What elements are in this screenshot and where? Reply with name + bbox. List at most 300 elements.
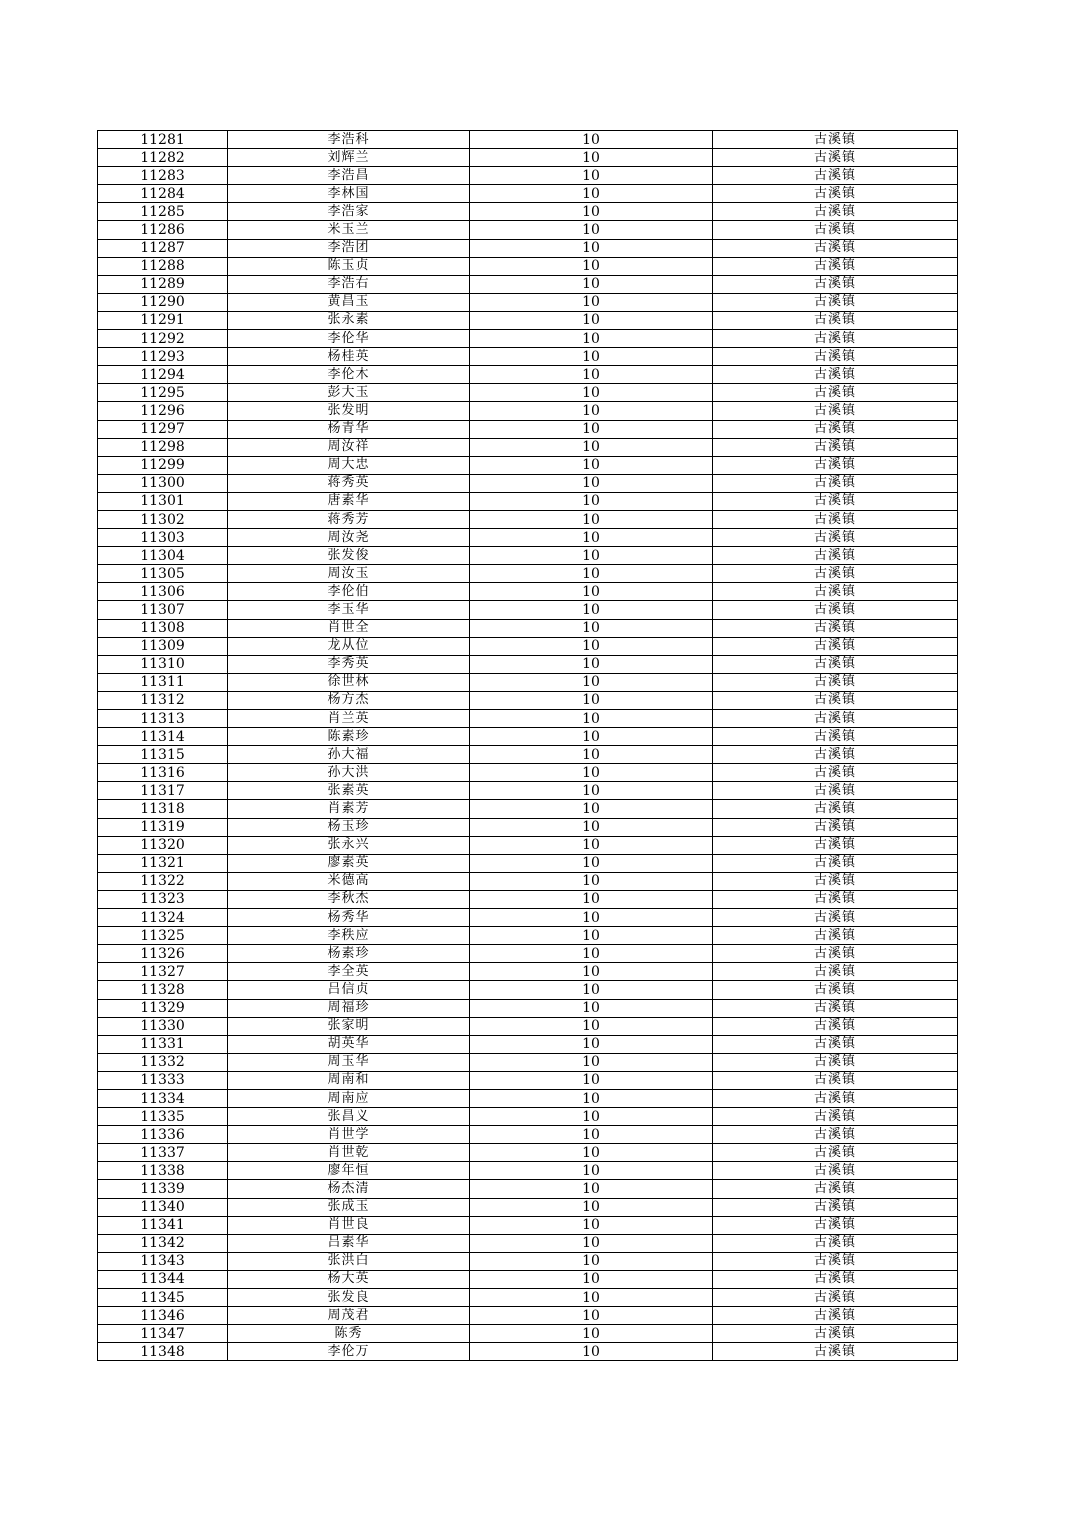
amount-cell: 10 xyxy=(470,1343,713,1361)
row-id-cell: 11283 xyxy=(98,167,228,185)
amount-cell: 10 xyxy=(470,438,713,456)
amount-cell: 10 xyxy=(470,1108,713,1126)
row-id-cell: 11337 xyxy=(98,1144,228,1162)
table-row xyxy=(98,836,958,854)
town-cell: 古溪镇 xyxy=(713,945,958,963)
table-row xyxy=(98,438,958,456)
person-name-cell: 杨玉珍 xyxy=(228,818,470,836)
table-row xyxy=(98,1162,958,1180)
row-id-cell: 11297 xyxy=(98,420,228,438)
row-id-cell: 11284 xyxy=(98,185,228,203)
table-row xyxy=(98,1325,958,1343)
row-id-cell: 11312 xyxy=(98,691,228,709)
town-cell: 古溪镇 xyxy=(713,619,958,637)
person-name-cell: 张家明 xyxy=(228,1017,470,1035)
amount-cell: 10 xyxy=(470,1017,713,1035)
table-row xyxy=(98,728,958,746)
row-id-cell: 11324 xyxy=(98,909,228,927)
amount-cell: 10 xyxy=(470,710,713,728)
town-cell: 古溪镇 xyxy=(713,1053,958,1071)
row-id-cell: 11304 xyxy=(98,547,228,565)
table-row xyxy=(98,167,958,185)
table-row xyxy=(98,583,958,601)
town-cell: 古溪镇 xyxy=(713,474,958,492)
row-id-cell: 11347 xyxy=(98,1325,228,1343)
person-name-cell: 蒋秀英 xyxy=(228,474,470,492)
amount-cell: 10 xyxy=(470,185,713,203)
amount-cell: 10 xyxy=(470,167,713,185)
amount-cell: 10 xyxy=(470,1089,713,1107)
amount-cell: 10 xyxy=(470,1216,713,1234)
town-cell: 古溪镇 xyxy=(713,1108,958,1126)
person-name-cell: 李浩家 xyxy=(228,203,470,221)
row-id-cell: 11329 xyxy=(98,999,228,1017)
table-row xyxy=(98,1343,958,1361)
table-row xyxy=(98,1270,958,1288)
table-row xyxy=(98,420,958,438)
town-cell: 古溪镇 xyxy=(713,1343,958,1361)
person-name-cell: 杨素珍 xyxy=(228,945,470,963)
row-id-cell: 11298 xyxy=(98,438,228,456)
row-id-cell: 11294 xyxy=(98,366,228,384)
row-id-cell: 11290 xyxy=(98,293,228,311)
table-row xyxy=(98,330,958,348)
table-row xyxy=(98,691,958,709)
person-name-cell: 陈秀 xyxy=(228,1325,470,1343)
row-id-cell: 11308 xyxy=(98,619,228,637)
town-cell: 古溪镇 xyxy=(713,1270,958,1288)
person-name-cell: 彭大玉 xyxy=(228,384,470,402)
table-row xyxy=(98,890,958,908)
amount-cell: 10 xyxy=(470,945,713,963)
person-name-cell: 李秋杰 xyxy=(228,890,470,908)
amount-cell: 10 xyxy=(470,655,713,673)
row-id-cell: 11321 xyxy=(98,854,228,872)
table-row xyxy=(98,1252,958,1270)
town-cell: 古溪镇 xyxy=(713,529,958,547)
person-name-cell: 李伦伯 xyxy=(228,583,470,601)
town-cell: 古溪镇 xyxy=(713,1180,958,1198)
table-row xyxy=(98,601,958,619)
row-id-cell: 11281 xyxy=(98,131,228,149)
person-name-cell: 周大忠 xyxy=(228,456,470,474)
row-id-cell: 11319 xyxy=(98,818,228,836)
person-name-cell: 蒋秀芳 xyxy=(228,510,470,528)
amount-cell: 10 xyxy=(470,149,713,167)
town-cell: 古溪镇 xyxy=(713,203,958,221)
person-name-cell: 张发明 xyxy=(228,402,470,420)
amount-cell: 10 xyxy=(470,872,713,890)
person-name-cell: 张发俊 xyxy=(228,547,470,565)
table-row xyxy=(98,311,958,329)
town-cell: 古溪镇 xyxy=(713,456,958,474)
town-cell: 古溪镇 xyxy=(713,402,958,420)
town-cell: 古溪镇 xyxy=(713,1325,958,1343)
amount-cell: 10 xyxy=(470,275,713,293)
table-row xyxy=(98,257,958,275)
town-cell: 古溪镇 xyxy=(713,149,958,167)
table-row xyxy=(98,655,958,673)
amount-cell: 10 xyxy=(470,311,713,329)
amount-cell: 10 xyxy=(470,836,713,854)
town-cell: 古溪镇 xyxy=(713,710,958,728)
person-name-cell: 陈玉贞 xyxy=(228,257,470,275)
row-id-cell: 11285 xyxy=(98,203,228,221)
town-cell: 古溪镇 xyxy=(713,185,958,203)
town-cell: 古溪镇 xyxy=(713,384,958,402)
town-cell: 古溪镇 xyxy=(713,275,958,293)
table-row xyxy=(98,619,958,637)
amount-cell: 10 xyxy=(470,492,713,510)
person-name-cell: 龙从位 xyxy=(228,637,470,655)
person-name-cell: 杨杰清 xyxy=(228,1180,470,1198)
row-id-cell: 11310 xyxy=(98,655,228,673)
table-row xyxy=(98,1289,958,1307)
person-name-cell: 孙大福 xyxy=(228,746,470,764)
row-id-cell: 11313 xyxy=(98,710,228,728)
amount-cell: 10 xyxy=(470,1071,713,1089)
town-cell: 古溪镇 xyxy=(713,167,958,185)
town-cell: 古溪镇 xyxy=(713,1017,958,1035)
town-cell: 古溪镇 xyxy=(713,131,958,149)
row-id-cell: 11291 xyxy=(98,311,228,329)
table-row xyxy=(98,999,958,1017)
table-row xyxy=(98,945,958,963)
town-cell: 古溪镇 xyxy=(713,1144,958,1162)
person-name-cell: 杨桂英 xyxy=(228,348,470,366)
town-cell: 古溪镇 xyxy=(713,583,958,601)
person-name-cell: 李浩右 xyxy=(228,275,470,293)
person-name-cell: 唐素华 xyxy=(228,492,470,510)
row-id-cell: 11333 xyxy=(98,1071,228,1089)
row-id-cell: 11336 xyxy=(98,1126,228,1144)
row-id-cell: 11316 xyxy=(98,764,228,782)
person-name-cell: 肖世良 xyxy=(228,1216,470,1234)
amount-cell: 10 xyxy=(470,366,713,384)
town-cell: 古溪镇 xyxy=(713,691,958,709)
row-id-cell: 11330 xyxy=(98,1017,228,1035)
table-row xyxy=(98,1144,958,1162)
row-id-cell: 11323 xyxy=(98,890,228,908)
row-id-cell: 11300 xyxy=(98,474,228,492)
table-row xyxy=(98,872,958,890)
row-id-cell: 11322 xyxy=(98,872,228,890)
amount-cell: 10 xyxy=(470,131,713,149)
amount-cell: 10 xyxy=(470,999,713,1017)
town-cell: 古溪镇 xyxy=(713,872,958,890)
person-name-cell: 李全英 xyxy=(228,963,470,981)
person-name-cell: 杨大英 xyxy=(228,1270,470,1288)
amount-cell: 10 xyxy=(470,800,713,818)
amount-cell: 10 xyxy=(470,728,713,746)
person-name-cell: 李伦华 xyxy=(228,330,470,348)
amount-cell: 10 xyxy=(470,673,713,691)
person-name-cell: 杨方杰 xyxy=(228,691,470,709)
person-name-cell: 杨青华 xyxy=(228,420,470,438)
table-row xyxy=(98,348,958,366)
amount-cell: 10 xyxy=(470,890,713,908)
person-name-cell: 周汝祥 xyxy=(228,438,470,456)
person-name-cell: 李林国 xyxy=(228,185,470,203)
table-row xyxy=(98,673,958,691)
table-row xyxy=(98,782,958,800)
amount-cell: 10 xyxy=(470,456,713,474)
town-cell: 古溪镇 xyxy=(713,1307,958,1325)
table-row xyxy=(98,565,958,583)
amount-cell: 10 xyxy=(470,1234,713,1252)
person-name-cell: 张永素 xyxy=(228,311,470,329)
table-row xyxy=(98,529,958,547)
person-name-cell: 李秩应 xyxy=(228,927,470,945)
table-row xyxy=(98,818,958,836)
table-row xyxy=(98,185,958,203)
row-id-cell: 11342 xyxy=(98,1234,228,1252)
amount-cell: 10 xyxy=(470,854,713,872)
person-name-cell: 周玉华 xyxy=(228,1053,470,1071)
town-cell: 古溪镇 xyxy=(713,1252,958,1270)
town-cell: 古溪镇 xyxy=(713,492,958,510)
table-row xyxy=(98,239,958,257)
person-name-cell: 徐世林 xyxy=(228,673,470,691)
person-name-cell: 廖素英 xyxy=(228,854,470,872)
person-name-cell: 李浩团 xyxy=(228,239,470,257)
person-name-cell: 米德高 xyxy=(228,872,470,890)
amount-cell: 10 xyxy=(470,601,713,619)
town-cell: 古溪镇 xyxy=(713,438,958,456)
row-id-cell: 11288 xyxy=(98,257,228,275)
town-cell: 古溪镇 xyxy=(713,909,958,927)
amount-cell: 10 xyxy=(470,257,713,275)
table-row xyxy=(98,637,958,655)
town-cell: 古溪镇 xyxy=(713,1234,958,1252)
town-cell: 古溪镇 xyxy=(713,854,958,872)
town-cell: 古溪镇 xyxy=(713,547,958,565)
amount-cell: 10 xyxy=(470,1035,713,1053)
row-id-cell: 11315 xyxy=(98,746,228,764)
row-id-cell: 11320 xyxy=(98,836,228,854)
row-id-cell: 11293 xyxy=(98,348,228,366)
town-cell: 古溪镇 xyxy=(713,366,958,384)
row-id-cell: 11296 xyxy=(98,402,228,420)
amount-cell: 10 xyxy=(470,402,713,420)
town-cell: 古溪镇 xyxy=(713,420,958,438)
row-id-cell: 11289 xyxy=(98,275,228,293)
town-cell: 古溪镇 xyxy=(713,1035,958,1053)
table-row xyxy=(98,1089,958,1107)
town-cell: 古溪镇 xyxy=(713,890,958,908)
amount-cell: 10 xyxy=(470,1180,713,1198)
row-id-cell: 11332 xyxy=(98,1053,228,1071)
amount-cell: 10 xyxy=(470,1252,713,1270)
town-cell: 古溪镇 xyxy=(713,221,958,239)
town-cell: 古溪镇 xyxy=(713,311,958,329)
town-cell: 古溪镇 xyxy=(713,1216,958,1234)
amount-cell: 10 xyxy=(470,963,713,981)
town-cell: 古溪镇 xyxy=(713,927,958,945)
person-name-cell: 周福珍 xyxy=(228,999,470,1017)
person-name-cell: 李伦木 xyxy=(228,366,470,384)
person-name-cell: 胡英华 xyxy=(228,1035,470,1053)
town-cell: 古溪镇 xyxy=(713,836,958,854)
person-name-cell: 周南和 xyxy=(228,1071,470,1089)
person-name-cell: 吕素华 xyxy=(228,1234,470,1252)
town-cell: 古溪镇 xyxy=(713,348,958,366)
amount-cell: 10 xyxy=(470,818,713,836)
person-name-cell: 肖世全 xyxy=(228,619,470,637)
table-row xyxy=(98,927,958,945)
table-row xyxy=(98,746,958,764)
roster-table xyxy=(97,130,958,1361)
person-name-cell: 黄昌玉 xyxy=(228,293,470,311)
row-id-cell: 11286 xyxy=(98,221,228,239)
table-row xyxy=(98,1180,958,1198)
amount-cell: 10 xyxy=(470,474,713,492)
table-row xyxy=(98,293,958,311)
person-name-cell: 张发良 xyxy=(228,1289,470,1307)
person-name-cell: 周南应 xyxy=(228,1089,470,1107)
person-name-cell: 刘辉兰 xyxy=(228,149,470,167)
amount-cell: 10 xyxy=(470,782,713,800)
amount-cell: 10 xyxy=(470,1270,713,1288)
person-name-cell: 吕信贞 xyxy=(228,981,470,999)
table-row xyxy=(98,149,958,167)
person-name-cell: 陈素珍 xyxy=(228,728,470,746)
table-row xyxy=(98,221,958,239)
amount-cell: 10 xyxy=(470,746,713,764)
town-cell: 古溪镇 xyxy=(713,1162,958,1180)
row-id-cell: 11295 xyxy=(98,384,228,402)
table-row xyxy=(98,710,958,728)
amount-cell: 10 xyxy=(470,348,713,366)
person-name-cell: 肖兰英 xyxy=(228,710,470,728)
amount-cell: 10 xyxy=(470,981,713,999)
amount-cell: 10 xyxy=(470,1325,713,1343)
row-id-cell: 11317 xyxy=(98,782,228,800)
person-name-cell: 周汝尧 xyxy=(228,529,470,547)
row-id-cell: 11318 xyxy=(98,800,228,818)
town-cell: 古溪镇 xyxy=(713,293,958,311)
table-row xyxy=(98,1126,958,1144)
row-id-cell: 11344 xyxy=(98,1270,228,1288)
row-id-cell: 11327 xyxy=(98,963,228,981)
row-id-cell: 11348 xyxy=(98,1343,228,1361)
table-row xyxy=(98,1234,958,1252)
row-id-cell: 11339 xyxy=(98,1180,228,1198)
table-row xyxy=(98,981,958,999)
person-name-cell: 肖世学 xyxy=(228,1126,470,1144)
town-cell: 古溪镇 xyxy=(713,999,958,1017)
table-row xyxy=(98,366,958,384)
table-row xyxy=(98,492,958,510)
town-cell: 古溪镇 xyxy=(713,728,958,746)
amount-cell: 10 xyxy=(470,1162,713,1180)
town-cell: 古溪镇 xyxy=(713,257,958,275)
table-row xyxy=(98,764,958,782)
person-name-cell: 周汝玉 xyxy=(228,565,470,583)
table-row xyxy=(98,384,958,402)
row-id-cell: 11282 xyxy=(98,149,228,167)
row-id-cell: 11306 xyxy=(98,583,228,601)
row-id-cell: 11346 xyxy=(98,1307,228,1325)
amount-cell: 10 xyxy=(470,547,713,565)
person-name-cell: 李玉华 xyxy=(228,601,470,619)
table-row xyxy=(98,1071,958,1089)
row-id-cell: 11292 xyxy=(98,330,228,348)
amount-cell: 10 xyxy=(470,529,713,547)
table-row xyxy=(98,131,958,149)
amount-cell: 10 xyxy=(470,239,713,257)
town-cell: 古溪镇 xyxy=(713,601,958,619)
amount-cell: 10 xyxy=(470,1198,713,1216)
person-name-cell: 张永兴 xyxy=(228,836,470,854)
table-row xyxy=(98,909,958,927)
amount-cell: 10 xyxy=(470,330,713,348)
town-cell: 古溪镇 xyxy=(713,963,958,981)
town-cell: 古溪镇 xyxy=(713,637,958,655)
table-row xyxy=(98,1017,958,1035)
row-id-cell: 11338 xyxy=(98,1162,228,1180)
table-row xyxy=(98,510,958,528)
person-name-cell: 周茂君 xyxy=(228,1307,470,1325)
table-row xyxy=(98,963,958,981)
person-name-cell: 李浩科 xyxy=(228,131,470,149)
amount-cell: 10 xyxy=(470,619,713,637)
amount-cell: 10 xyxy=(470,637,713,655)
table-row xyxy=(98,1216,958,1234)
town-cell: 古溪镇 xyxy=(713,782,958,800)
table-row xyxy=(98,1307,958,1325)
town-cell: 古溪镇 xyxy=(713,1198,958,1216)
person-name-cell: 张成玉 xyxy=(228,1198,470,1216)
row-id-cell: 11340 xyxy=(98,1198,228,1216)
person-name-cell: 张素英 xyxy=(228,782,470,800)
table-row xyxy=(98,275,958,293)
table-row xyxy=(98,800,958,818)
row-id-cell: 11343 xyxy=(98,1252,228,1270)
town-cell: 古溪镇 xyxy=(713,1289,958,1307)
person-name-cell: 肖素芳 xyxy=(228,800,470,818)
amount-cell: 10 xyxy=(470,1126,713,1144)
row-id-cell: 11314 xyxy=(98,728,228,746)
town-cell: 古溪镇 xyxy=(713,673,958,691)
table-row xyxy=(98,1108,958,1126)
amount-cell: 10 xyxy=(470,927,713,945)
town-cell: 古溪镇 xyxy=(713,746,958,764)
town-cell: 古溪镇 xyxy=(713,764,958,782)
person-name-cell: 李秀英 xyxy=(228,655,470,673)
row-id-cell: 11331 xyxy=(98,1035,228,1053)
amount-cell: 10 xyxy=(470,221,713,239)
row-id-cell: 11345 xyxy=(98,1289,228,1307)
person-name-cell: 杨秀华 xyxy=(228,909,470,927)
row-id-cell: 11311 xyxy=(98,673,228,691)
town-cell: 古溪镇 xyxy=(713,239,958,257)
town-cell: 古溪镇 xyxy=(713,330,958,348)
amount-cell: 10 xyxy=(470,1053,713,1071)
row-id-cell: 11325 xyxy=(98,927,228,945)
town-cell: 古溪镇 xyxy=(713,981,958,999)
table-row xyxy=(98,203,958,221)
row-id-cell: 11326 xyxy=(98,945,228,963)
amount-cell: 10 xyxy=(470,420,713,438)
row-id-cell: 11301 xyxy=(98,492,228,510)
person-name-cell: 张洪白 xyxy=(228,1252,470,1270)
table-row xyxy=(98,1053,958,1071)
row-id-cell: 11287 xyxy=(98,239,228,257)
row-id-cell: 11335 xyxy=(98,1108,228,1126)
amount-cell: 10 xyxy=(470,384,713,402)
row-id-cell: 11307 xyxy=(98,601,228,619)
